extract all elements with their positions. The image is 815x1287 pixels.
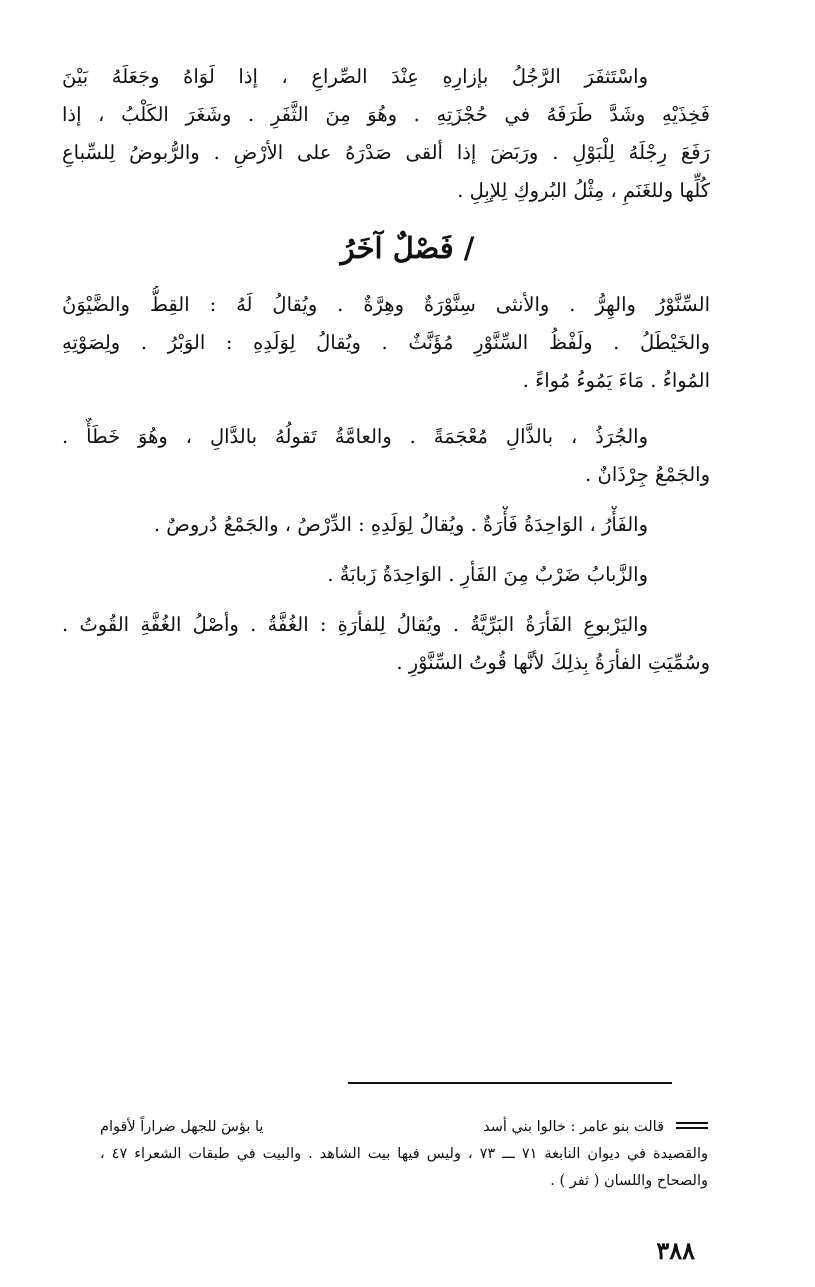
- text-line: واسْتَثفَرَ الرَّجُلُ بإزارِهِ عِنْدَ الصِّراعِ ، إذا لَوَاهُ وجَعَلَهُ بَيْنَ: [62, 65, 648, 88]
- text-line: كُلِّها وللغَنَمِ ، مِثْلُ البُروكِ لِلإبِلِ .: [457, 179, 710, 202]
- page-number: ٣٨٨: [656, 1236, 695, 1265]
- verse-second-hemistich: يا بؤسَ للجهل ضراراً لأقوام: [100, 1119, 264, 1135]
- intro-paragraph: [62, 58, 710, 210]
- footnote-marker: [676, 1122, 708, 1132]
- text-line: وسُمِّيَتِ الفأرَةُ بِذلِكَ لأنَّها قُوتُ السِّنَّوْرِ .: [396, 651, 710, 674]
- paragraph-cat: [62, 286, 710, 400]
- text-line: والخَيْطَلُ . ولَفْظُ السِّنَّوْرِ مُؤَنَّثٌ . ويُقالُ لِوَلَدِهِ : الوَبْرُ . ولِصَوْتِهِ: [62, 331, 710, 354]
- text-line: والجَمْعُ جِرْذَانٌ .: [585, 463, 710, 486]
- text-line: رَفَعَ رِجْلَهُ لِلْبَوْلِ . ورَبَضَ إذا ألقى صَدْرَهُ على الأرْضِ . والرُّبوضُ لِلسِّباعِ: [62, 141, 710, 164]
- footnote-line: والقصيدة في ديوان النابغة ٧١ ـــ ٧٣ ، وليس فيها بيت الشاهد . والبيت في طبقات الشعراء ٤٧ ،: [100, 1146, 708, 1162]
- text-line: فَخِذَيْهِ وشَدَّ طَرَفَهُ في حُجْزَتِهِ . وهُوَ مِنَ الثَّفَرِ . وشَغَرَ الكَلْبُ ، إذا: [62, 103, 710, 126]
- section-heading: / فَصْلٌ آخَرُ: [340, 231, 475, 265]
- paragraph-mouse: [62, 506, 710, 544]
- verse-first-hemistich: قالت بنو عامر : خالوا بني أسد: [483, 1119, 664, 1135]
- paragraph-zabab: [62, 556, 710, 594]
- footnote-line: والصحاح واللسان ( ثفر ) .: [550, 1173, 708, 1189]
- text-line: والجُرَذُ ، بالذَّالِ مُعْجَمَةً . والعامَّةُ تَقولُهُ بالدَّالِ ، وهُوَ خَطَأٌ .: [62, 425, 648, 448]
- footnote-separator: [348, 1082, 672, 1084]
- paragraph-jerboa: [62, 606, 710, 682]
- text-line: والفَأْرُ ، الوَاحِدَةُ فَأْرَةٌ . ويُقالُ لِوَلَدِهِ : الدِّرْصُ ، والجَمْعُ دُروصٌ .: [153, 513, 648, 536]
- footnote-verse: [100, 1114, 708, 1141]
- text-line: المُواءُ . مَاءَ يَمُوءُ مُواءً .: [522, 369, 710, 392]
- paragraph-rat: [62, 418, 710, 494]
- text-line: والزَّبابُ ضَرْبٌ مِنَ الفَأرِ . الوَاحِدَةُ زَبابَةٌ .: [327, 563, 648, 586]
- text-line: واليَرْبوعِ الفَأرَةُ البَرِّيَّةُ . ويُقالُ لِلفأرَةِ : الغُفَّةُ . وأصْلُ الغُفَّةِ القُوتُ .: [62, 613, 648, 636]
- text-line: السِّنَّوْرُ والهِرُّ . والأنثى سِنَّوْرَةٌ وهِرَّةٌ . ويُقالُ لَهُ : القِطُّ والضَّيْوَنُ: [62, 293, 710, 316]
- footnote: [100, 1114, 708, 1195]
